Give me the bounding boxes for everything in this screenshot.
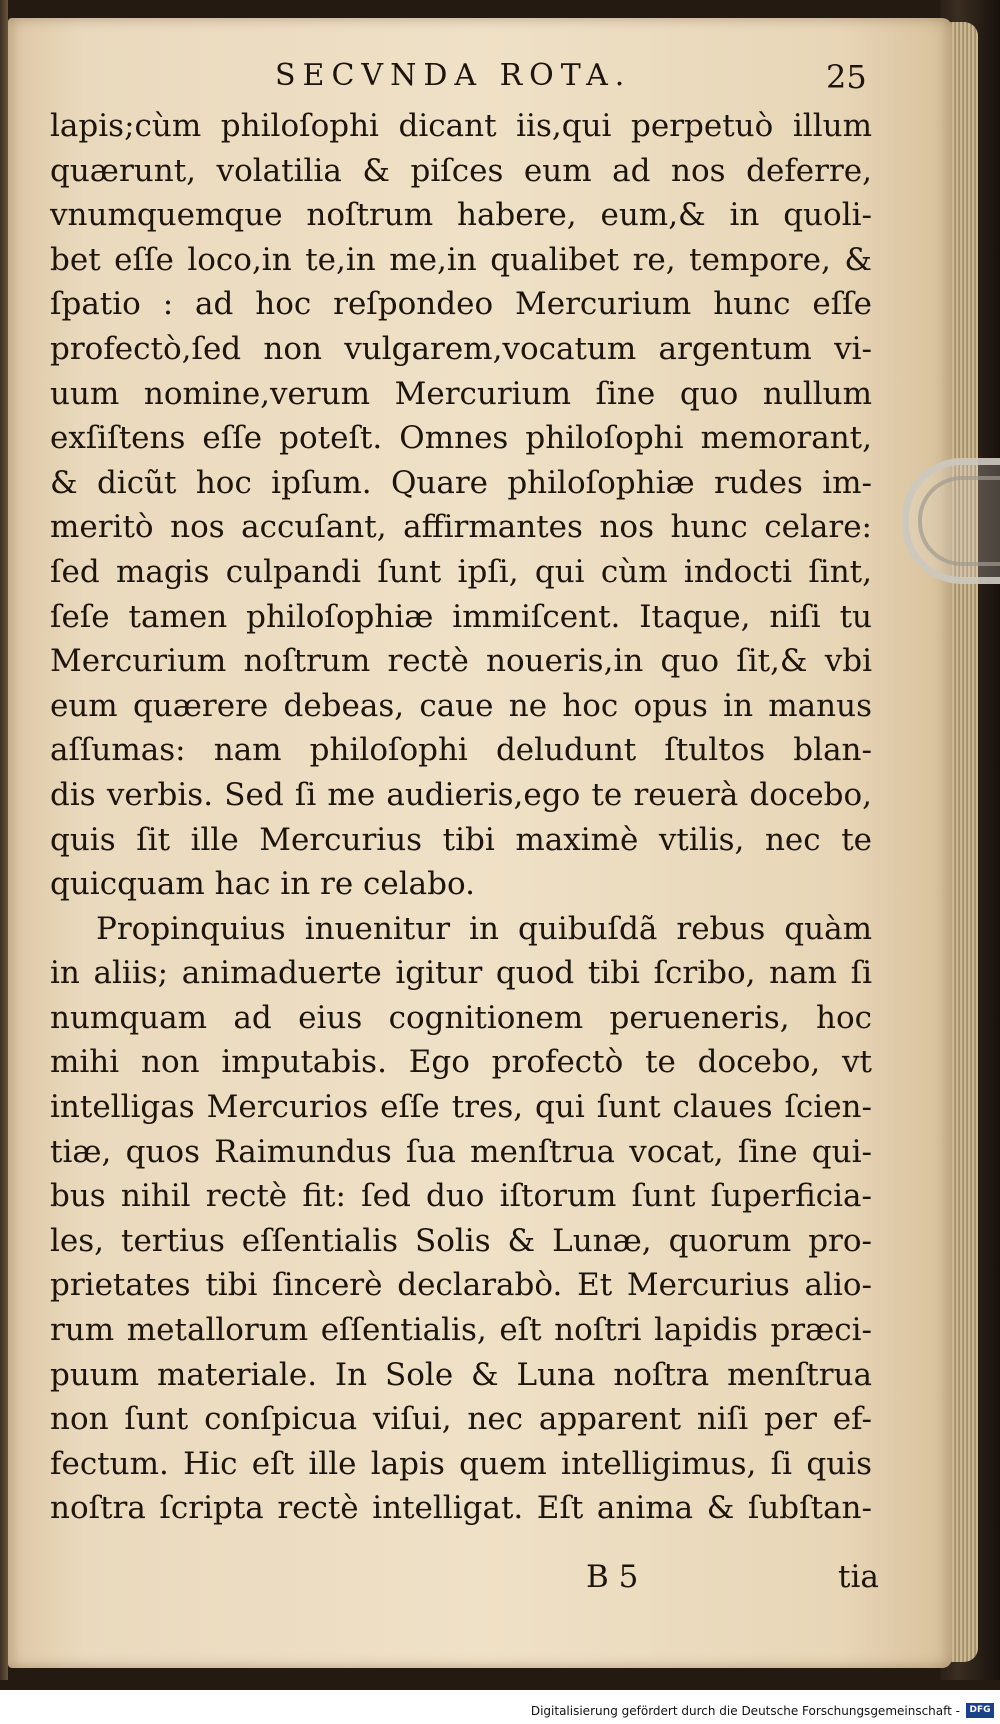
text-line: eum quærere debeas, caue ne hoc opus in manus (50, 687, 872, 724)
text-line: quicquam hac in re celabo. (50, 866, 475, 903)
text-line: meritò nos accuſant, affirmantes nos hunc celare: (50, 509, 872, 546)
text-line: numquam ad eius cognitionem perueneris, hoc (50, 999, 872, 1036)
text-line: fectum. Hic eſt ille lapis quem intelligimus, ſi quis (50, 1445, 872, 1482)
catchword: tia (838, 1559, 879, 1595)
text-line: lapis;cùm philoſophi dicant iis,qui perpetuò illum (50, 108, 872, 144)
body-text (50, 104, 872, 1531)
text-line: quis ſit ille Mercurius tibi maximè vtilis, nec te (50, 821, 872, 858)
text-line: in aliis; animaduerte igitur quod tibi ſcribo, nam ſi (50, 955, 872, 992)
text-line: prietates tibi ſincerè declarabò. Et Mercurius alio- (50, 1267, 872, 1304)
text-line: & dicũt hoc ipſum. Quare philoſophiæ rudes im- (50, 464, 872, 501)
text-line: tiæ, quos Raimundus ſua menſtrua vocat, ſine qui- (50, 1133, 872, 1170)
text-line: vnumquemque noſtrum habere, eum,& in quoli- (50, 197, 872, 234)
text-line: dis verbis. Sed ſi me audieris,ego te reuerà docebo, (50, 776, 872, 813)
text-line: ſpatio : ad hoc reſpondeo Mercurium hunc eſſe (50, 286, 872, 323)
text-line: les, tertius eſſentialis Solis & Lunæ, quorum pro- (50, 1222, 872, 1259)
text-line: profectò,ſed non vulgarem,vocatum argentum vi- (50, 330, 872, 367)
text-line: intelligas Mercurios eſſe tres, qui ſunt claues ſcien- (50, 1089, 872, 1126)
dfg-logo-icon: DFG (966, 1703, 994, 1718)
text-line: Mercurium noſtrum rectè noueris,in quo ſit,& vbi (50, 643, 872, 680)
text-line: rum metallorum eſſentialis, eſt noſtri lapidis præci- (50, 1312, 872, 1349)
text-line: ſed magis culpandi ſunt ipſi, qui cùm indocti ſint, (50, 553, 872, 590)
running-head: SECVNDA ROTA. (275, 58, 632, 93)
page-header (0, 58, 1000, 98)
text-line: exſiſtens eſſe poteſt. Omnes philoſophi memorant, (50, 420, 872, 457)
text-line: uum nomine,verum Mercurium ſine quo nullum (50, 375, 872, 412)
text-line: puum materiale. In Sole & Luna noſtra menſtrua (50, 1356, 872, 1393)
funding-credit: Digitalisierung gefördert durch die Deutsche Forschungsgemeinschaft - (530, 1704, 960, 1718)
page-footer (0, 1559, 1000, 1603)
text-line: bet eſſe loco,in te,in me,in qualibet re, tempore, & (50, 241, 872, 278)
text-line: aſſumas: nam philoſophi deludunt ſtultos blan- (50, 732, 872, 769)
signature-mark: B 5 (586, 1559, 639, 1595)
page-number: 25 (826, 58, 867, 96)
text-line: non ſunt conſpicua viſui, nec apparent niſi per ef- (50, 1401, 872, 1438)
text-line: bus nihil rectè fit: ſed duo iſtorum ſunt ſuperficia- (50, 1178, 872, 1215)
binding-edge (0, 0, 8, 1680)
page-clip-inner (918, 476, 1000, 566)
text-line: quærunt, volatilia & piſces eum ad nos deferre, (50, 152, 872, 189)
text-line: mihi non imputabis. Ego profectò te docebo, vt (50, 1044, 872, 1081)
text-line: noſtra ſcripta rectè intelligat. Eſt anima & ſubſtan- (50, 1490, 872, 1527)
text-line: Propinquius inuenitur in quibuſdã rebus quàm (96, 910, 872, 947)
text-line: ſeſe tamen philoſophiæ immiſcent. Itaque, niſi tu (50, 598, 872, 635)
